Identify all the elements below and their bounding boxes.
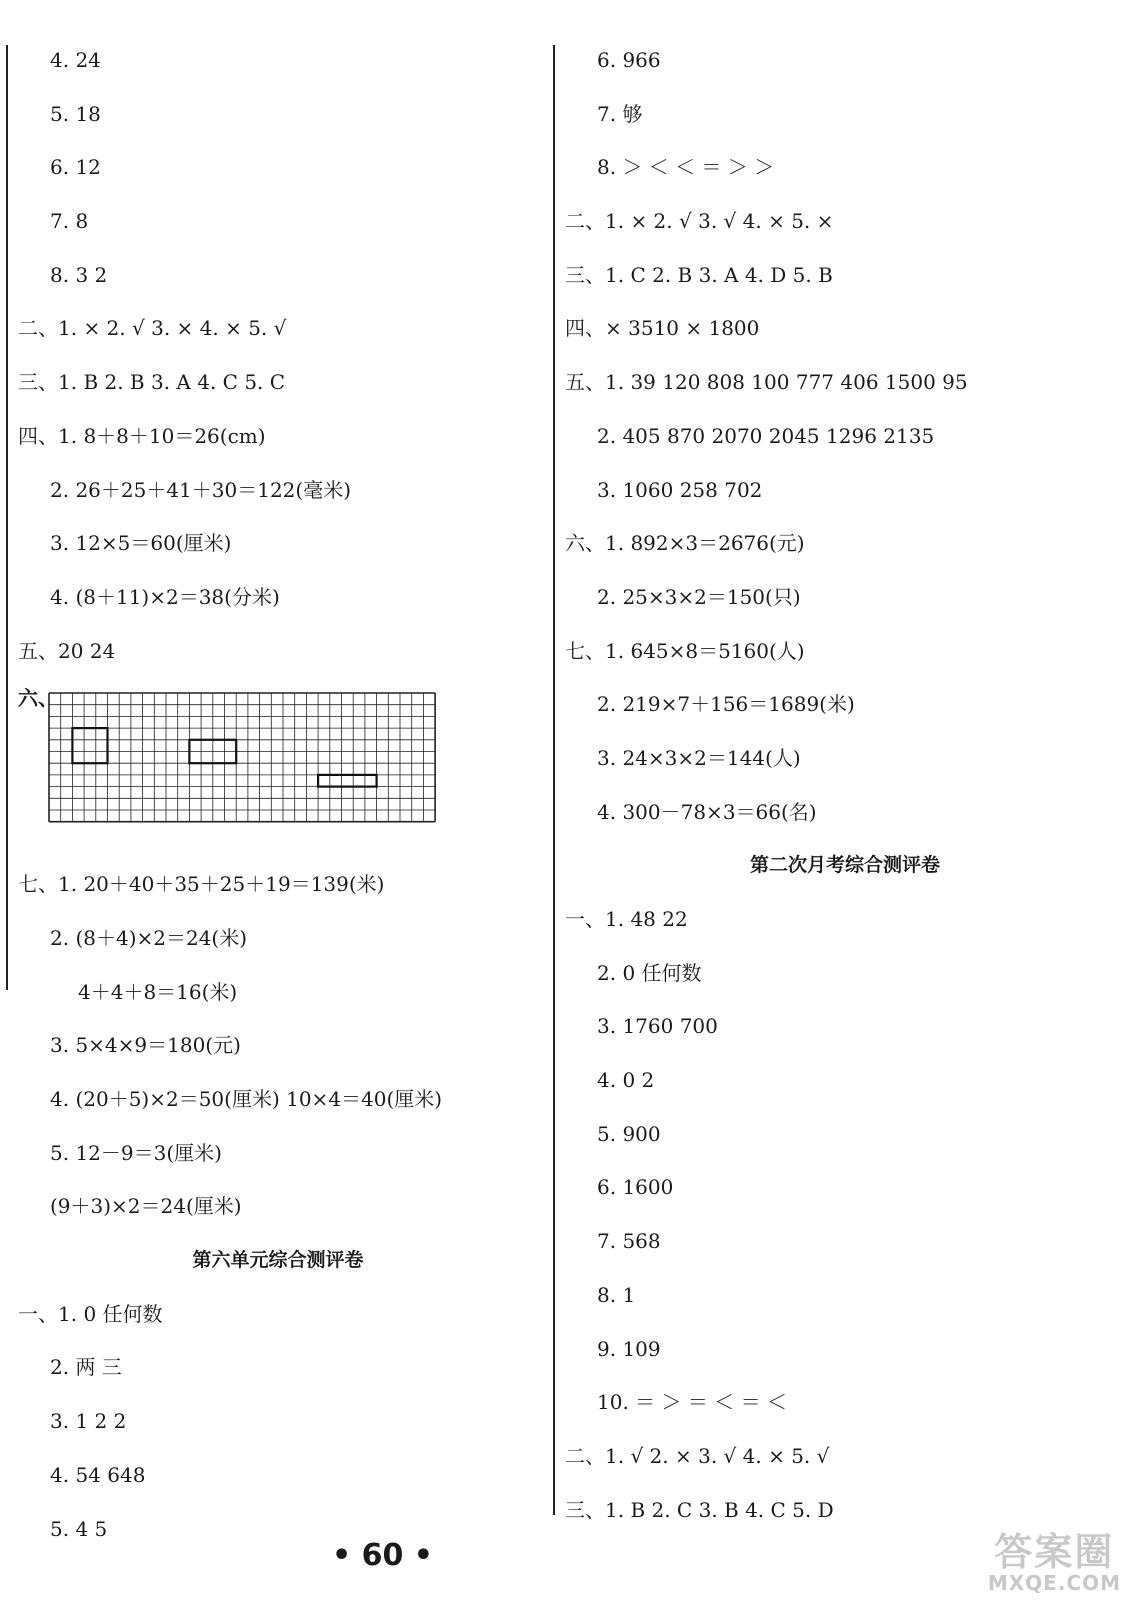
answer-line: 5. 900: [597, 1121, 661, 1146]
answer-line: 9. 109: [597, 1336, 661, 1361]
answer-line: 7. 8: [50, 209, 89, 234]
answer-line: 2. 405 870 2070 2045 1296 2135: [597, 423, 935, 448]
section-heading: 第二次月考综合测评卷: [749, 854, 940, 877]
answer-line: 三、1. B 2. C 3. B 4. C 5. D: [565, 1497, 834, 1522]
answer-line: 8. ＞ ＜ ＜ ＝ ＞ ＞: [597, 155, 775, 180]
answer-line: 二、1. × 2. √ 3. √ 4. × 5. ×: [565, 209, 834, 234]
answer-line: 七、1. 645×8＝5160(人): [565, 638, 805, 663]
answer-line: 六、1. 892×3＝2676(元): [565, 531, 805, 556]
answer-line: 5. 12－9＝3(厘米): [50, 1140, 222, 1165]
answer-line: 4. 54 648: [50, 1462, 146, 1487]
column-divider: [553, 45, 555, 1515]
answer-line: 4. 0 2: [597, 1068, 655, 1093]
answer-line: 五、20 24: [18, 638, 116, 663]
answer-line: 四、× 3510 × 1800: [565, 316, 760, 341]
answer-line: 5. 4 5: [50, 1516, 108, 1541]
left-margin-rule: [6, 45, 8, 990]
watermark-logo: [988, 1532, 1121, 1594]
answer-line: 4. 300－78×3＝66(名): [597, 799, 817, 824]
answer-line: 5. 18: [50, 101, 101, 126]
answer-line: 3. 1 2 2: [50, 1409, 127, 1434]
answer-line: 3. 1760 700: [597, 1014, 718, 1039]
answer-line: 4＋4＋8＝16(米): [78, 979, 238, 1004]
answer-line: 4. 24: [50, 48, 101, 72]
answer-line: 二、1. √ 2. × 3. √ 4. × 5. √: [565, 1443, 830, 1468]
answer-line: 2. 219×7＋156＝1689(米): [597, 692, 855, 717]
answer-line: 3. 5×4×9＝180(元): [50, 1033, 241, 1058]
answer-line: 2. 0 任何数: [597, 960, 702, 985]
answer-line: 4. (8＋11)×2＝38(分米): [50, 584, 280, 609]
watermark-logo-text: 答案圈: [994, 1530, 1115, 1574]
answer-line: 2. 两 三: [50, 1355, 122, 1380]
answer-line: 一、1. 48 22: [565, 907, 688, 931]
answer-line: 2. 26＋25＋41＋30＝122(毫米): [50, 477, 352, 502]
answer-line: 6. 966: [597, 48, 661, 72]
answer-line: 4. (20＋5)×2＝50(厘米) 10×4＝40(厘米): [50, 1087, 443, 1111]
answer-line: 7. 568: [597, 1229, 661, 1254]
answer-line: 3. 24×3×2＝144(人): [597, 745, 801, 770]
answer-line: 6. 12: [50, 155, 101, 180]
watermark-url: MXQE.COM: [987, 1571, 1121, 1595]
square-grid-drawing: [48, 692, 438, 824]
answer-line: (9＋3)×2＝24(厘米): [50, 1194, 242, 1219]
answer-line: 7. 够: [597, 101, 643, 126]
answer-line: 8. 1: [597, 1282, 636, 1307]
answer-line: 七、1. 20＋40＋35＋25＋19＝139(米): [18, 872, 385, 897]
answer-line: 二、1. × 2. √ 3. × 4. × 5. √: [18, 316, 287, 341]
answer-line: 三、1. B 2. B 3. A 4. C 5. C: [18, 370, 286, 395]
grid-shape-rectangle-flat: [318, 775, 377, 787]
answer-line: 6. 1600: [597, 1175, 674, 1200]
grid-answer-label: 六、: [18, 686, 58, 711]
section-heading: 第六单元综合测评卷: [192, 1249, 364, 1272]
answer-line: 10. ＝ ＞ ＝ ＜ ＝ ＜: [597, 1390, 787, 1415]
right-column: [565, 34, 1125, 1537]
answer-line: 2. 25×3×2＝150(只): [597, 584, 801, 609]
answer-line: 2. (8＋4)×2＝24(米): [50, 925, 248, 950]
grid-answer: [18, 678, 538, 858]
answer-line: 五、1. 39 120 808 100 777 406 1500 95: [565, 370, 968, 395]
answer-line: 3. 12×5＝60(厘米): [50, 531, 232, 556]
grid-shape-square: [72, 728, 107, 763]
answer-line: 一、1. 0 任何数: [18, 1301, 163, 1326]
left-column: [18, 34, 538, 1556]
page-number: • 60 •: [332, 1538, 433, 1573]
answer-line: 8. 3 2: [50, 262, 108, 287]
answer-line: 四、1. 8＋8＋10＝26(cm): [18, 423, 266, 448]
answer-line: 3. 1060 258 702: [597, 477, 763, 502]
answer-line: 三、1. C 2. B 3. A 4. D 5. B: [565, 262, 833, 287]
